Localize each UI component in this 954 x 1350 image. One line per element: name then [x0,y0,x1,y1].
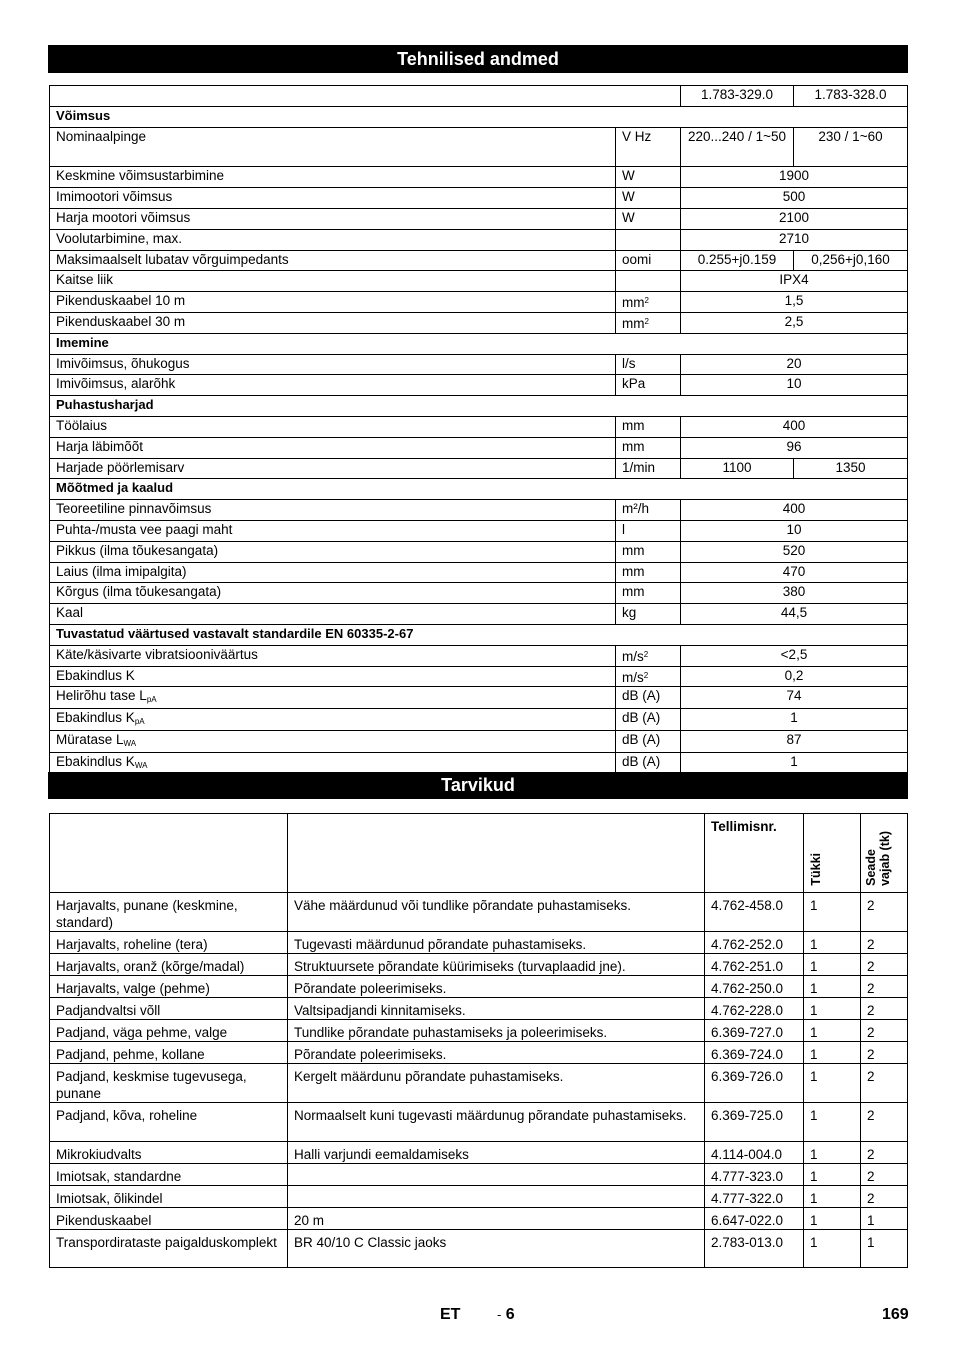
spec-label [50,167,616,188]
accessory-order-number: 2.783-013.0 [705,1230,804,1268]
specs-table [49,85,908,775]
accessory-needed: 2 [861,893,908,932]
spec-value: 2,5 [681,312,908,333]
spec-unit-text: dB (A) [622,688,661,704]
spec-section-row [50,624,908,645]
accessory-needed: 1 [861,1208,908,1230]
spec-value: 1900 [681,167,908,188]
spec-unit-superscript: 2 [643,670,649,680]
spec-unit-text: mm [622,417,645,433]
accessory-order-number: 4.762-252.0 [705,932,804,954]
accessory-pieces: 1 [804,1042,861,1064]
spec-unit [616,666,681,687]
spec-unit-text: kg [622,605,637,621]
accessory-row [50,1064,908,1103]
accessory-row [50,976,908,998]
spec-label [50,666,616,687]
spec-unit [616,208,681,229]
spec-section-row [50,479,908,500]
spec-unit [616,731,681,753]
accessory-order-number: 6.369-725.0 [705,1103,804,1142]
spec-section-row [50,396,908,417]
accessory-description: Põrandate poleerimiseks. [288,1042,705,1064]
header-name [50,814,288,893]
spec-value: 2100 [681,208,908,229]
spec-value: 20 [681,354,908,375]
accessory-needed: 2 [861,976,908,998]
spec-unit-text: m/s [622,648,644,664]
spec-label-text: Imivõimsus, õhukogus [56,355,190,371]
spec-value: 10 [681,375,908,396]
model-number: 1.783-328.0 [794,86,908,107]
spec-label-text: Kaitse liik [56,272,114,288]
accessory-order-number: 4.762-251.0 [705,954,804,976]
spec-label-text: Käte/käsivarte vibratsiooniväärtus [56,646,258,662]
spec-unit [616,604,681,625]
accessory-name: Harjavalts, roheline (tera) [50,932,288,954]
spec-section-title: Imemine [50,333,908,354]
accessory-order-number: 4.114-004.0 [705,1142,804,1164]
spec-row [50,167,908,188]
accessory-description: Vähe määrdunud või tundlike põrandate puhastamiseks. [288,893,705,932]
accessory-row [50,1230,908,1268]
spec-label [50,583,616,604]
accessory-description: Tugevasti määrdunud põrandate puhastamiseks. [288,932,705,954]
specs-title: Tehnilised andmed [48,45,908,73]
spec-value-model-2: 230 / 1~60 [794,127,908,167]
accessory-name: Imiotsak, õlikindel [50,1186,288,1208]
spec-value-model-1: 220...240 / 1~50 [681,127,794,167]
spec-label [50,416,616,437]
spec-section-title: Mõõtmed ja kaalud [50,479,908,500]
spec-value: 96 [681,437,908,458]
accessory-pieces: 1 [804,998,861,1020]
spec-unit-text: m²/h [622,501,649,517]
spec-section-title: Tuvastatud väärtused vastavalt standardile EN 60335-2-67 [50,624,908,645]
spec-unit [616,167,681,188]
accessory-needed: 2 [861,932,908,954]
spec-unit [616,229,681,250]
spec-row [50,437,908,458]
spec-value: 2710 [681,229,908,250]
spec-row [50,520,908,541]
spec-value: 44,5 [681,604,908,625]
spec-unit [616,127,681,167]
spec-unit-text: V Hz [622,128,652,144]
spec-label [50,354,616,375]
spec-row [50,731,908,753]
accessory-row [50,1164,908,1186]
spec-row [50,709,908,731]
spec-row [50,312,908,333]
accessory-pieces: 1 [804,1064,861,1103]
spec-unit-text: l/s [622,355,636,371]
spec-value-model-1: 1100 [681,458,794,479]
model-number: 1.783-329.0 [681,86,794,107]
spec-row [50,127,908,167]
accessory-row [50,1042,908,1064]
spec-unit [616,687,681,709]
spec-value: 1 [681,753,908,775]
models-header-blank [50,86,681,107]
spec-label [50,208,616,229]
accessory-row [50,932,908,954]
footer-section: - 6 [497,1306,515,1323]
accessory-description: Tundlike põrandate puhastamiseks ja poleerimiseks. [288,1020,705,1042]
footer-section-number: 6 [505,1306,515,1323]
spec-label [50,437,616,458]
accessory-order-number: 4.762-458.0 [705,893,804,932]
accessory-pieces: 1 [804,1103,861,1142]
accessory-description: Valtsipadjandi kinnitamiseks. [288,998,705,1020]
spec-unit [616,271,681,292]
spec-value: 470 [681,562,908,583]
accessory-pieces: 1 [804,1230,861,1268]
spec-unit [616,250,681,271]
spec-value: 87 [681,731,908,753]
spec-label [50,562,616,583]
spec-label-text: Ebakindlus K [56,710,135,726]
spec-unit [616,312,681,333]
spec-unit-superscript: 2 [644,316,649,326]
accessory-name: Imiotsak, standardne [50,1164,288,1186]
spec-unit-superscript: 2 [644,296,649,306]
accessory-pieces: 1 [804,1142,861,1164]
spec-unit [616,520,681,541]
accessories-title: Tarvikud [48,772,908,799]
accessory-pieces: 1 [804,1164,861,1186]
spec-row [50,687,908,709]
accessory-description [288,1164,705,1186]
spec-value: 380 [681,583,908,604]
spec-value: <2,5 [681,645,908,666]
spec-label-text: Pikenduskaabel 10 m [56,293,186,309]
spec-section-title: Võimsus [50,106,908,127]
accessory-name: Pikenduskaabel [50,1208,288,1230]
spec-unit-text: dB (A) [622,754,661,770]
spec-row [50,375,908,396]
accessory-description: 20 m [288,1208,705,1230]
spec-unit [616,500,681,521]
accessory-name: Harjavalts, valge (pehme) [50,976,288,998]
spec-row [50,583,908,604]
accessory-order-number: 4.777-322.0 [705,1186,804,1208]
spec-unit [616,188,681,209]
accessory-needed: 2 [861,1064,908,1103]
spec-value: 400 [681,416,908,437]
spec-label-subscript: WA [134,761,148,771]
accessory-needed: 2 [861,1142,908,1164]
accessory-row [50,1103,908,1142]
spec-unit-text: mm [622,542,645,558]
accessory-row [50,954,908,976]
accessory-needed: 2 [861,1103,908,1142]
spec-label-text: Harjade pöörlemisarv [56,459,185,475]
spec-label [50,458,616,479]
spec-label-text: Ebakindlus K [56,754,135,770]
spec-section-row [50,106,908,127]
spec-label-text: Voolutarbimine, max. [56,230,183,246]
accessory-description: Põrandate poleerimiseks. [288,976,705,998]
accessory-order-number: 6.369-726.0 [705,1064,804,1103]
spec-row [50,271,908,292]
spec-label [50,687,616,709]
accessory-name: Harjavalts, oranž (kõrge/madal) [50,954,288,976]
spec-label [50,541,616,562]
accessories-table [49,813,908,1268]
accessory-description: Halli varjundi eemaldamiseks [288,1142,705,1164]
accessory-name: Transpordirataste paigalduskomplekt [50,1230,288,1268]
spec-label-text: Maksimaalselt lubatav võrguimpedants [56,251,289,267]
accessory-order-number: 4.762-250.0 [705,976,804,998]
spec-label-text: Harja läbimõõt [56,438,144,454]
spec-label-subscript: pA [146,695,157,705]
spec-row [50,645,908,666]
accessory-row [50,1186,908,1208]
accessory-order-number: 6.369-724.0 [705,1042,804,1064]
accessory-order-number: 6.647-022.0 [705,1208,804,1230]
spec-unit-text: kPa [622,376,646,392]
spec-label-text: Pikenduskaabel 30 m [56,313,186,329]
spec-row [50,416,908,437]
spec-label [50,229,616,250]
spec-label-text: Pikkus (ilma tõukesangata) [56,542,219,558]
spec-unit-text: 1/min [622,459,656,475]
spec-unit [616,709,681,731]
spec-label [50,271,616,292]
accessories-header-row [50,814,908,893]
accessory-description: Struktuursete põrandate küürimiseks (turvaplaadid jne). [288,954,705,976]
accessory-description: Kergelt määrdunu põrandate puhastamiseks. [288,1064,705,1103]
spec-value: IPX4 [681,271,908,292]
spec-label-text: Imivõimsus, alarõhk [56,376,176,392]
spec-label-text: Imimootori võimsus [56,189,173,205]
accessory-name: Harjavalts, punane (keskmine, standard) [50,893,288,932]
spec-value-model-2: 1350 [794,458,908,479]
spec-value-model-2: 0,256+j0,160 [794,250,908,271]
spec-unit [616,416,681,437]
spec-label [50,731,616,753]
spec-unit [616,645,681,666]
spec-label [50,292,616,313]
accessory-order-number: 4.762-228.0 [705,998,804,1020]
accessory-name: Padjand, väga pehme, valge [50,1020,288,1042]
spec-value: 400 [681,500,908,521]
spec-label-text: Kaal [56,605,84,621]
accessory-row [50,893,908,932]
accessory-needed: 2 [861,954,908,976]
spec-value: 0,2 [681,666,908,687]
spec-unit [616,292,681,313]
spec-label-subscript: pA [134,717,145,727]
spec-label [50,188,616,209]
accessory-needed: 1 [861,1230,908,1268]
spec-row [50,541,908,562]
spec-unit-text: dB (A) [622,732,661,748]
spec-unit [616,354,681,375]
spec-label [50,312,616,333]
spec-unit [616,541,681,562]
spec-row [50,354,908,375]
accessory-needed: 2 [861,1042,908,1064]
spec-unit-text: mm [622,584,645,600]
spec-unit-text: m/s [622,669,644,685]
spec-label-text: Müratase L [56,732,124,748]
spec-unit-text: W [622,189,635,205]
spec-label-text: Laius (ilma imipalgita) [56,563,187,579]
spec-label-text: Ebakindlus K [56,667,135,683]
spec-unit [616,375,681,396]
header-order-no: Tellimisnr. [705,814,804,893]
spec-label [50,500,616,521]
accessory-needed: 2 [861,1020,908,1042]
spec-value: 10 [681,520,908,541]
accessory-pieces: 1 [804,1208,861,1230]
accessory-needed: 2 [861,1186,908,1208]
spec-value: 1,5 [681,292,908,313]
spec-label [50,709,616,731]
spec-value: 74 [681,687,908,709]
accessory-pieces: 1 [804,893,861,932]
spec-value: 1 [681,709,908,731]
accessory-needed: 2 [861,1164,908,1186]
spec-label [50,127,616,167]
spec-label [50,250,616,271]
spec-section-title: Puhastusharjad [50,396,908,417]
accessory-row [50,998,908,1020]
accessory-needed: 2 [861,998,908,1020]
spec-section-row [50,333,908,354]
accessory-description: BR 40/10 C Classic jaoks [288,1230,705,1268]
spec-label [50,604,616,625]
spec-unit-text: dB (A) [622,710,661,726]
accessory-name: Padjand, pehme, kollane [50,1042,288,1064]
spec-unit-text: mm [622,563,645,579]
spec-label-text: Helirõhu tase L [56,688,147,704]
accessory-row [50,1020,908,1042]
spec-unit [616,583,681,604]
spec-label-text: Kõrgus (ilma tõukesangata) [56,584,222,600]
spec-label-text: Töölaius [56,417,108,433]
spec-row [50,229,908,250]
footer-language: ET [440,1306,461,1323]
accessory-order-number: 6.369-727.0 [705,1020,804,1042]
spec-unit-text: mm [622,438,645,454]
spec-row [50,500,908,521]
spec-row [50,250,908,271]
spec-row [50,292,908,313]
accessory-pieces: 1 [804,1186,861,1208]
accessory-name: Padjandvaltsi võll [50,998,288,1020]
spec-unit-text: oomi [622,251,652,267]
spec-row [50,562,908,583]
spec-label [50,375,616,396]
footer-page-number: 169 [882,1306,909,1323]
header-needed: Seade vajab (tk) [861,814,908,893]
spec-row [50,208,908,229]
accessory-pieces: 1 [804,954,861,976]
accessory-pieces: 1 [804,1020,861,1042]
accessory-description: Normaalselt kuni tugevasti määrdunug põrandate puhastamiseks. [288,1103,705,1142]
accessory-pieces: 1 [804,976,861,998]
spec-unit-text: W [622,209,635,225]
spec-unit-text: W [622,168,635,184]
spec-unit [616,458,681,479]
spec-row [50,188,908,209]
accessory-name: Padjand, kõva, roheline [50,1103,288,1142]
spec-unit-superscript: 2 [643,649,649,659]
spec-value: 520 [681,541,908,562]
spec-label-text: Puhta-/musta vee paagi maht [56,521,233,537]
spec-unit [616,437,681,458]
spec-label-subscript: WA [123,739,137,749]
spec-label-text: Nominaalpinge [56,128,147,144]
accessory-order-number: 4.777-323.0 [705,1164,804,1186]
accessory-name: Padjand, keskmise tugevusega, punane [50,1064,288,1103]
accessory-row [50,1142,908,1164]
accessory-pieces: 1 [804,932,861,954]
header-pieces: Tükki [804,814,861,893]
spec-label [50,520,616,541]
accessory-row [50,1208,908,1230]
header-description [288,814,705,893]
spec-unit-text: mm [622,315,645,331]
spec-label [50,645,616,666]
spec-row [50,604,908,625]
spec-label-text: Teoreetiline pinnavõimsus [56,501,212,517]
spec-row [50,458,908,479]
spec-value: 500 [681,188,908,209]
accessory-name: Mikrokiudvalts [50,1142,288,1164]
spec-value-model-1: 0.255+j0.159 [681,250,794,271]
spec-unit-text: l [622,521,625,537]
models-header-row [50,86,908,107]
accessory-description [288,1186,705,1208]
spec-row [50,666,908,687]
spec-label-text: Keskmine võimsustarbimine [56,168,225,184]
spec-unit [616,562,681,583]
spec-unit-text: mm [622,295,645,311]
spec-label-text: Harja mootori võimsus [56,209,191,225]
